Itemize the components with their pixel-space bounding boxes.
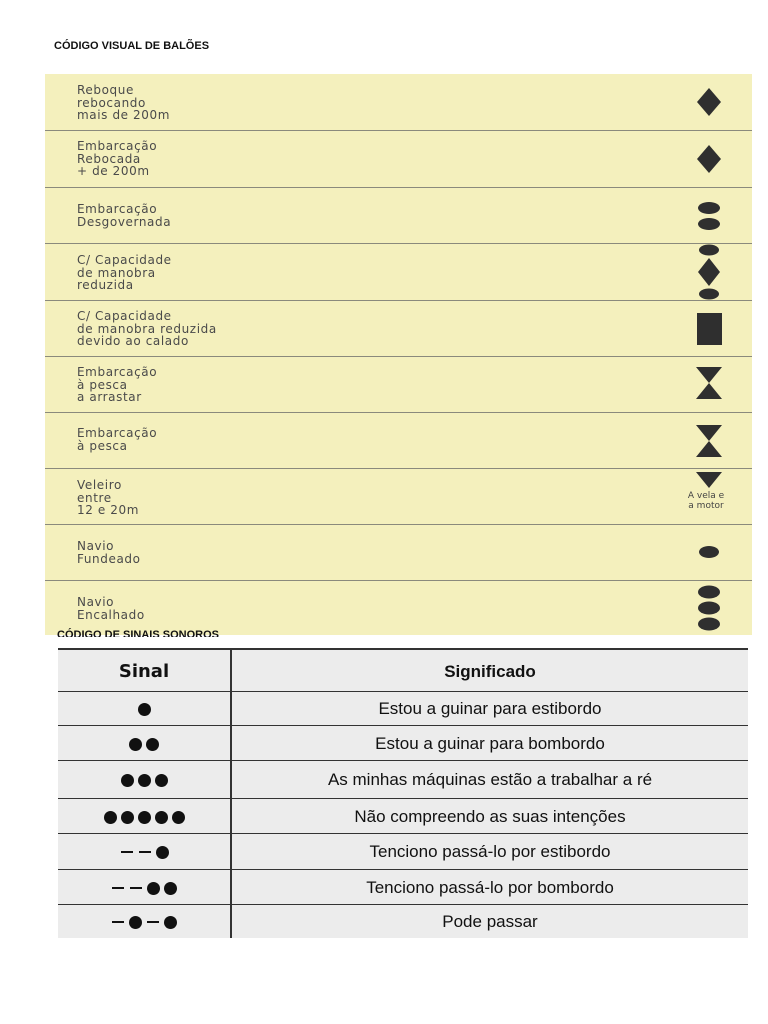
balloon-label-line: a arrastar xyxy=(77,390,142,404)
three-balls-icon xyxy=(687,583,731,635)
long-blast-icon xyxy=(112,921,124,923)
balloon-label-line: Embarcação xyxy=(77,426,158,440)
table-row xyxy=(58,834,748,870)
short-blast-icon xyxy=(138,703,151,716)
balloon-label-line: Embarcação xyxy=(77,139,158,153)
balloon-label-line: Embarcação xyxy=(77,365,158,379)
table-row xyxy=(58,799,748,834)
short-blast-icon xyxy=(147,882,160,895)
short-blast-icon xyxy=(146,738,159,751)
balloon-label xyxy=(77,84,170,122)
long-blast-icon xyxy=(147,921,159,923)
balloon-label-line: 12 e 20m xyxy=(77,503,140,517)
signal-cell xyxy=(58,799,230,834)
signal-cell xyxy=(58,905,230,938)
table-header-row xyxy=(58,648,748,692)
table-row xyxy=(58,726,748,761)
short-blast-icon xyxy=(156,846,169,859)
balloon-row xyxy=(45,357,752,413)
header-signal: Sinal xyxy=(118,661,170,682)
meaning-cell: Estou a guinar para estibordo xyxy=(378,699,602,718)
balloon-row xyxy=(45,244,752,301)
short-blast-icon xyxy=(138,811,151,824)
balloon-label xyxy=(77,140,157,178)
balloon-label xyxy=(77,310,217,348)
balloons-title: CÓDIGO VISUAL DE BALÕES xyxy=(54,40,210,52)
ball-diamond-ball-icon xyxy=(687,244,731,300)
balloon-row xyxy=(45,301,752,357)
long-blast-icon xyxy=(121,851,133,853)
header-meaning: Significado xyxy=(444,662,536,681)
balloon-label-line: Reboque xyxy=(77,83,134,97)
balloon-label xyxy=(77,366,157,404)
balloon-label-line: Embarcação xyxy=(77,202,158,216)
sound-signals-table xyxy=(58,648,748,938)
short-blast-icon xyxy=(121,774,134,787)
balloon-label-line: + de 200m xyxy=(77,164,150,178)
balloon-row xyxy=(45,581,752,635)
table-row xyxy=(58,905,748,938)
balloon-row xyxy=(45,469,752,525)
meaning-cell: Tenciono passá-lo por estibordo xyxy=(369,842,611,861)
short-blast-icon xyxy=(164,916,177,929)
balloon-label xyxy=(77,540,141,565)
balloon-row xyxy=(45,188,752,244)
signal-cell xyxy=(58,726,230,761)
balloon-row xyxy=(45,74,752,131)
signal-cell xyxy=(58,870,230,905)
balloon-label-line: Navio xyxy=(77,539,115,553)
cylinder-icon xyxy=(687,309,731,349)
balloon-label-line: rebocando xyxy=(77,95,146,110)
balloon-label-line: de manobra xyxy=(77,265,156,280)
balloon-label-line: devido ao calado xyxy=(77,334,189,348)
long-blast-icon xyxy=(130,887,142,889)
balloon-label-line: Rebocada xyxy=(77,151,141,166)
balloon-label xyxy=(77,427,157,452)
balloon-row xyxy=(45,525,752,581)
signal-cell xyxy=(58,692,230,726)
balloon-label-line: C/ Capacidade xyxy=(77,309,172,323)
hourglass-icon xyxy=(687,363,731,403)
table-row xyxy=(58,761,748,799)
short-blast-icon xyxy=(164,882,177,895)
cone-down-icon xyxy=(687,470,731,490)
short-blast-icon xyxy=(129,916,142,929)
two-balls-icon xyxy=(687,196,731,236)
meaning-cell: Tenciono passá-lo por bombordo xyxy=(366,878,614,897)
balloon-label xyxy=(77,596,145,621)
meaning-cell: Estou a guinar para bombordo xyxy=(375,734,605,753)
long-blast-icon xyxy=(139,851,151,853)
balloon-label-line: Fundeado xyxy=(77,551,141,566)
short-blast-icon xyxy=(121,811,134,824)
short-blast-icon xyxy=(155,774,168,787)
diamond-icon xyxy=(687,82,731,122)
short-blast-icon xyxy=(172,811,185,824)
short-blast-icon xyxy=(104,811,117,824)
diamond-icon xyxy=(687,139,731,179)
balloon-label-line: à pesca xyxy=(77,377,128,392)
balloons-table xyxy=(45,74,752,635)
balloon-label-line: mais de 200m xyxy=(77,108,171,122)
balloon-label xyxy=(77,254,172,292)
balloon-label-line: de manobra reduzida xyxy=(77,321,217,336)
meaning-cell: Pode passar xyxy=(442,912,538,931)
short-blast-icon xyxy=(138,774,151,787)
sound-signals-title: CÓDIGO DE SINAIS SONOROS xyxy=(57,629,219,637)
symbol-caption xyxy=(682,491,730,511)
balloon-label-line: reduzida xyxy=(77,278,134,292)
symbol-caption-line: A vela e xyxy=(687,491,725,501)
table-row xyxy=(58,870,748,905)
balloon-label-line: Veleiro xyxy=(77,478,122,492)
balloon-label-line: Navio xyxy=(77,595,115,609)
short-blast-icon xyxy=(155,811,168,824)
signal-cell xyxy=(58,834,230,870)
balloon-label-line: Encalhado xyxy=(77,607,145,622)
balloon-label-line: Desgovernada xyxy=(77,214,172,229)
balloon-label xyxy=(77,203,171,228)
ball-icon xyxy=(687,542,731,562)
balloon-row xyxy=(45,413,752,469)
meaning-cell: Não compreendo as suas intenções xyxy=(354,807,626,826)
meaning-cell: As minhas máquinas estão a trabalhar a ré xyxy=(327,770,653,789)
balloon-row xyxy=(45,131,752,188)
balloon-label-line: entre xyxy=(77,490,112,505)
table-row xyxy=(58,692,748,726)
signal-cell xyxy=(58,761,230,799)
balloon-label xyxy=(77,479,139,517)
balloon-label-line: C/ Capacidade xyxy=(77,253,172,267)
symbol-caption-line: a motor xyxy=(688,501,724,511)
hourglass-icon xyxy=(687,421,731,461)
short-blast-icon xyxy=(129,738,142,751)
long-blast-icon xyxy=(112,887,124,889)
balloon-label-line: à pesca xyxy=(77,438,128,453)
